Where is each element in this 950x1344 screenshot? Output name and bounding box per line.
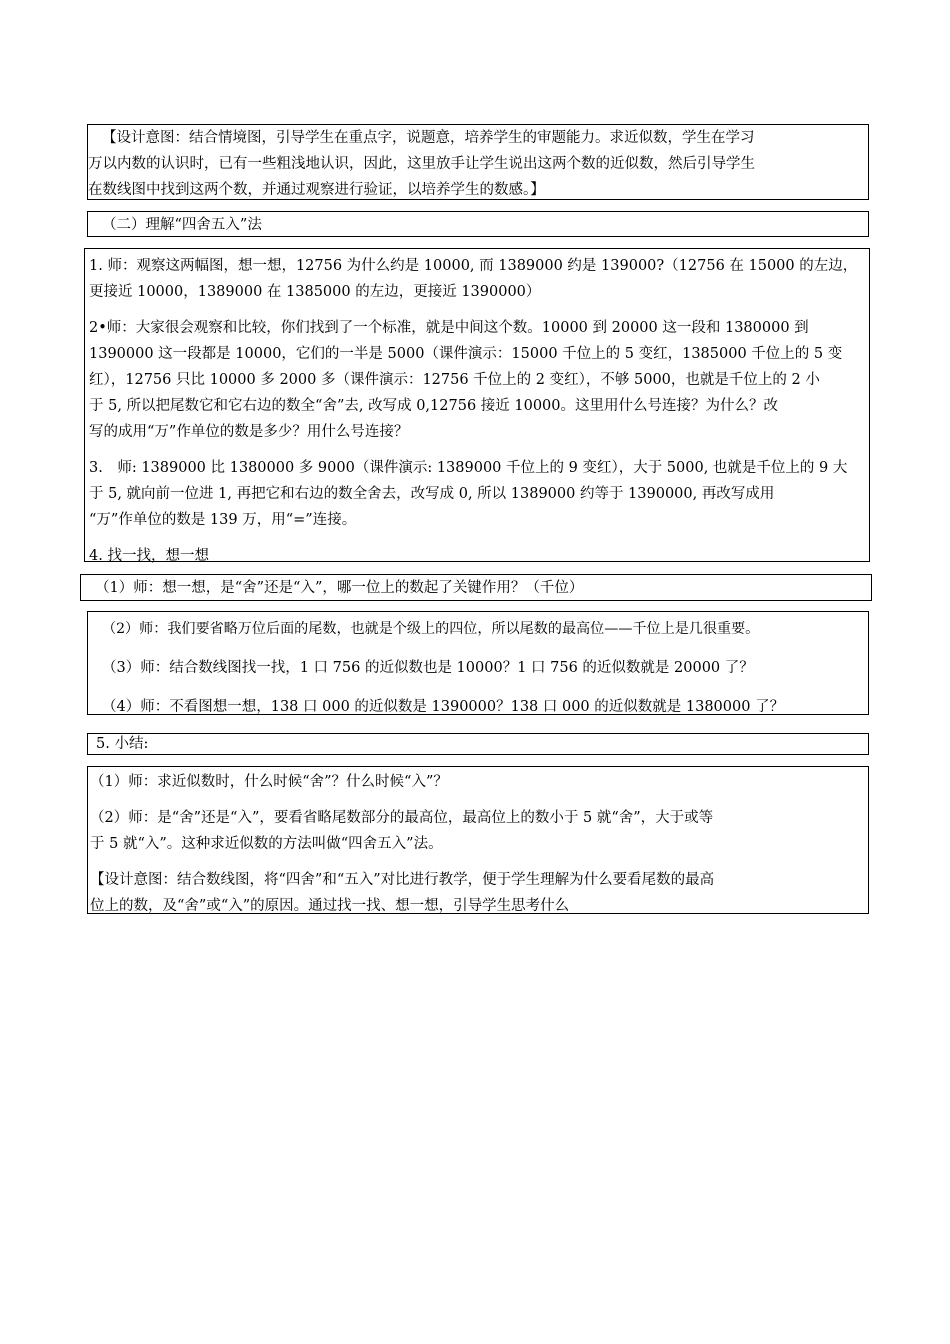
summary-heading-box: [87, 733, 869, 755]
step-2-line-5: 写的成用“万”作单位的数是多少？用什么号连接？: [89, 424, 409, 440]
design-intent-2-line-2: 位上的数，及“舍”或“入”的原因。通过找一找、想一想，引导学生思考什么: [90, 898, 570, 914]
question-2: （2）师：我们要省略万位后面的尾数，也就是个级上的四位，所以尾数的最高位——千位上是几很重要。: [102, 621, 760, 637]
section-heading: （二）理解“四舍五入”法: [102, 217, 262, 233]
design-intent-1-line-1: 【设计意图：结合情境图，引导学生在重点字，说题意，培养学生的审题能力。求近似数，学生在学习: [102, 130, 755, 146]
section-heading-box: [87, 211, 869, 237]
summary-2-line-1: （2）师：是“舍”还是“入”，要看省略尾数部分的最高位，最高位上的数小于 5 就“舍”，大于或等: [90, 810, 714, 826]
design-intent-1-line-2: 万以内数的认识时，已有一些粗浅地认识，因此，这里放手让学生说出这两个数的近似数，然后引导学生: [88, 156, 755, 172]
step-2-line-2: 1390000 这一段都是 10000，它们的一半是 5000（课件演示：15000 千位上的 5 变红，1385000 千位上的 5 变: [89, 346, 843, 362]
step-3-line-1: 3. 师: 1389000 比 1380000 多 9000（课件演示: 1389000 千位上的 9 变红），大于 5000, 也就是千位上的 9 大: [89, 460, 848, 476]
design-intent-2-line-1: 【设计意图：结合数线图，将“四舍”和“五入”对比进行教学，便于学生理解为什么要看尾数的最高: [90, 872, 715, 888]
step-2-line-4: 于 5, 所以把尾数它和它右边的数全“舍”去, 改写成 0,12756 接近 10000。这里用什么号连接？为什么？改: [89, 398, 779, 414]
summary-1: （1）师：求近似数时，什么时候“舍”？什么时候“入”？: [90, 774, 448, 790]
step-4: 4. 找一找，想一想: [89, 548, 209, 564]
question-1: （1）师：想一想，是“舍”还是“入”，哪一位上的数起了关键作用？（千位）: [95, 580, 584, 596]
question-1-box: [80, 574, 872, 601]
step-1-line-2: 更接近 10000，1389000 在 1385000 的左边，更接近 1390000）: [89, 284, 541, 300]
summary-heading: 5. 小结:: [96, 736, 149, 752]
design-intent-1-line-3: 在数线图中找到这两个数，并通过观察进行验证，以培养学生的数感。】: [88, 182, 545, 198]
summary-2-line-2: 于 5 就“入”。这种求近似数的方法叫做“四舍五入”法。: [90, 836, 443, 852]
question-4: （4）师：不看图想一想，138 口 000 的近似数是 1390000？138 口 000 的近似数就是 1380000 了？: [102, 699, 785, 715]
summary-box: [87, 766, 869, 914]
questions-box: [87, 611, 869, 715]
step-3-line-3: “万”作单位的数是 139 万，用“=”连接。: [89, 512, 357, 528]
design-intent-box-1: [87, 124, 869, 200]
explanation-steps-box: [84, 248, 870, 562]
step-1-line-1: 1. 师：观察这两幅图，想一想，12756 为什么约是 10000, 而 1389000 约是 139000?（12756 在 15000 的左边，: [89, 258, 858, 274]
step-2-line-3: 红），12756 只比 10000 多 2000 多（课件演示：12756 千位上的 2 变红），不够 5000，也就是千位上的 2 小: [89, 372, 820, 388]
step-3-line-2: 于 5, 就向前一位进 1, 再把它和右边的数全舍去，改写成 0, 所以 1389000 约等于 1390000, 再改写成用: [89, 486, 775, 502]
step-2-line-1: 2•师：大家很会观察和比较，你们找到了一个标准，就是中间这个数。10000 到 20000 这一段和 1380000 到: [89, 320, 809, 336]
question-3: （3）师：结合数线图找一找，1 口 756 的近似数也是 10000？1 口 756 的近似数就是 20000 了？: [102, 660, 754, 676]
